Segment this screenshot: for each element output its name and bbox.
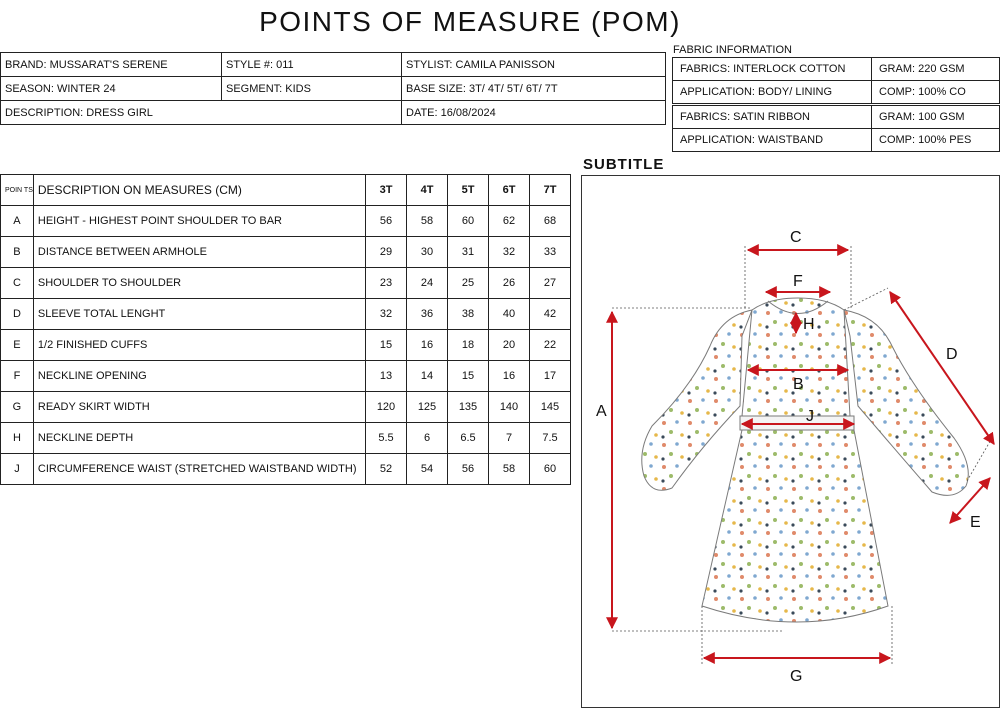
fabric-row xyxy=(673,106,1000,129)
sketch-subtitle: SUBTITLE xyxy=(583,156,665,173)
pom-row xyxy=(1,268,571,299)
date-cell: DATE: 16/08/2024 xyxy=(402,101,666,125)
fabric-info-title: FABRIC INFORMATION xyxy=(673,44,792,56)
pom-value-cell: 125 xyxy=(407,392,448,423)
pom-value-cell: 54 xyxy=(407,454,448,485)
label-b: B xyxy=(793,376,804,393)
pom-value-cell: 29 xyxy=(366,237,407,268)
pom-value-cell: 13 xyxy=(366,361,407,392)
fabric-application-cell: APPLICATION: WAISTBAND xyxy=(673,129,872,152)
pom-point-cell: F xyxy=(1,361,34,392)
pom-value-cell: 5.5 xyxy=(366,423,407,454)
pom-header-row xyxy=(1,175,571,206)
pom-value-cell: 25 xyxy=(448,268,489,299)
size-header: 3T xyxy=(366,175,407,206)
label-d: D xyxy=(946,346,958,363)
size-header: 4T xyxy=(407,175,448,206)
dress-outline xyxy=(642,298,969,622)
label-j: J xyxy=(806,408,814,425)
pom-table-body xyxy=(1,206,571,485)
season-cell: SEASON: WINTER 24 xyxy=(1,77,222,101)
pom-row xyxy=(1,330,571,361)
pom-row xyxy=(1,454,571,485)
pom-description-cell: CIRCUMFERENCE WAIST (STRETCHED WAISTBAND WIDTH) xyxy=(33,454,365,485)
header-row xyxy=(1,77,666,101)
fabric-comp-cell: COMP: 100% CO xyxy=(872,81,1000,104)
pom-point-cell: C xyxy=(1,268,34,299)
pom-row xyxy=(1,392,571,423)
pom-value-cell: 30 xyxy=(407,237,448,268)
label-f: F xyxy=(793,273,803,290)
header-row xyxy=(1,101,666,125)
label-a: A xyxy=(596,403,607,420)
stylist-cell: STYLIST: CAMILA PANISSON xyxy=(402,53,666,77)
pom-value-cell: 26 xyxy=(489,268,530,299)
fabric-comp-cell: COMP: 100% PES xyxy=(872,129,1000,152)
pom-description-cell: HEIGHT - HIGHEST POINT SHOULDER TO BAR xyxy=(33,206,365,237)
brand-cell: BRAND: MUSSARAT'S SERENE xyxy=(1,53,222,77)
pom-row xyxy=(1,299,571,330)
pom-value-cell: 22 xyxy=(530,330,571,361)
fabric-row xyxy=(673,129,1000,152)
fabric-gram-cell: GRAM: 220 GSM xyxy=(872,58,1000,81)
pom-description-cell: SLEEVE TOTAL LENGHT xyxy=(33,299,365,330)
pom-value-cell: 145 xyxy=(530,392,571,423)
pom-point-cell: G xyxy=(1,392,34,423)
pom-value-cell: 20 xyxy=(489,330,530,361)
pom-value-cell: 56 xyxy=(448,454,489,485)
page-title: POINTS OF MEASURE (POM) xyxy=(259,6,681,37)
pom-value-cell: 31 xyxy=(448,237,489,268)
pom-value-cell: 120 xyxy=(366,392,407,423)
pom-point-cell: B xyxy=(1,237,34,268)
pom-value-cell: 23 xyxy=(366,268,407,299)
label-e: E xyxy=(970,514,981,531)
pom-value-cell: 60 xyxy=(448,206,489,237)
pom-point-cell: A xyxy=(1,206,34,237)
pom-value-cell: 32 xyxy=(366,299,407,330)
base-size-cell: BASE SIZE: 3T/ 4T/ 5T/ 6T/ 7T xyxy=(402,77,666,101)
pom-row xyxy=(1,237,571,268)
pom-value-cell: 135 xyxy=(448,392,489,423)
pom-point-cell: J xyxy=(1,454,34,485)
pom-description-cell: SHOULDER TO SHOULDER xyxy=(33,268,365,299)
pom-value-cell: 33 xyxy=(530,237,571,268)
pom-row xyxy=(1,206,571,237)
size-header: 5T xyxy=(448,175,489,206)
pom-value-cell: 36 xyxy=(407,299,448,330)
points-header: POIN TS xyxy=(1,175,34,206)
dress-sketch xyxy=(582,176,1000,709)
pom-value-cell: 40 xyxy=(489,299,530,330)
pom-value-cell: 15 xyxy=(366,330,407,361)
size-header: 6T xyxy=(489,175,530,206)
pom-value-cell: 6 xyxy=(407,423,448,454)
pom-value-cell: 62 xyxy=(489,206,530,237)
pom-value-cell: 60 xyxy=(530,454,571,485)
pom-description-cell: DISTANCE BETWEEN ARMHOLE xyxy=(33,237,365,268)
description-cell: DESCRIPTION: DRESS GIRL xyxy=(1,101,402,125)
pom-description-cell: NECKLINE OPENING xyxy=(33,361,365,392)
fabric-name-cell: FABRICS: SATIN RIBBON xyxy=(673,106,872,129)
pom-value-cell: 52 xyxy=(366,454,407,485)
pom-row xyxy=(1,423,571,454)
segment-cell: SEGMENT: KIDS xyxy=(222,77,402,101)
pom-point-cell: H xyxy=(1,423,34,454)
pom-value-cell: 14 xyxy=(407,361,448,392)
pom-row xyxy=(1,361,571,392)
pom-value-cell: 18 xyxy=(448,330,489,361)
pom-value-cell: 16 xyxy=(407,330,448,361)
fabric-application-cell: APPLICATION: BODY/ LINING xyxy=(673,81,872,104)
fabric-gram-cell: GRAM: 100 GSM xyxy=(872,106,1000,129)
fabric-row xyxy=(673,58,1000,81)
pom-value-cell: 68 xyxy=(530,206,571,237)
style-cell: STYLE #: 011 xyxy=(222,53,402,77)
pom-value-cell: 7 xyxy=(489,423,530,454)
fabric-row xyxy=(673,81,1000,104)
description-header: DESCRIPTION ON MEASURES (CM) xyxy=(33,175,365,206)
pom-value-cell: 7.5 xyxy=(530,423,571,454)
pom-value-cell: 6.5 xyxy=(448,423,489,454)
pom-value-cell: 32 xyxy=(489,237,530,268)
pom-point-cell: D xyxy=(1,299,34,330)
pom-value-cell: 24 xyxy=(407,268,448,299)
pom-value-cell: 56 xyxy=(366,206,407,237)
header-info-table xyxy=(0,52,666,125)
pom-value-cell: 58 xyxy=(489,454,530,485)
pom-table xyxy=(0,174,571,485)
label-g: G xyxy=(790,668,803,685)
pom-description-cell: 1/2 FINISHED CUFFS xyxy=(33,330,365,361)
pom-value-cell: 16 xyxy=(489,361,530,392)
fabric-trim-table xyxy=(672,105,1000,152)
label-h: H xyxy=(803,316,815,333)
pom-value-cell: 15 xyxy=(448,361,489,392)
fabric-name-cell: FABRICS: INTERLOCK COTTON xyxy=(673,58,872,81)
header-row xyxy=(1,53,666,77)
pom-point-cell: E xyxy=(1,330,34,361)
pom-value-cell: 17 xyxy=(530,361,571,392)
dress-sketch-panel xyxy=(581,175,1000,708)
pom-value-cell: 38 xyxy=(448,299,489,330)
pom-value-cell: 42 xyxy=(530,299,571,330)
pom-description-cell: NECKLINE DEPTH xyxy=(33,423,365,454)
fabric-main-table xyxy=(672,57,1000,104)
pom-value-cell: 140 xyxy=(489,392,530,423)
size-header: 7T xyxy=(530,175,571,206)
pom-description-cell: READY SKIRT WIDTH xyxy=(33,392,365,423)
pom-value-cell: 58 xyxy=(407,206,448,237)
label-c: C xyxy=(790,229,802,246)
pom-value-cell: 27 xyxy=(530,268,571,299)
